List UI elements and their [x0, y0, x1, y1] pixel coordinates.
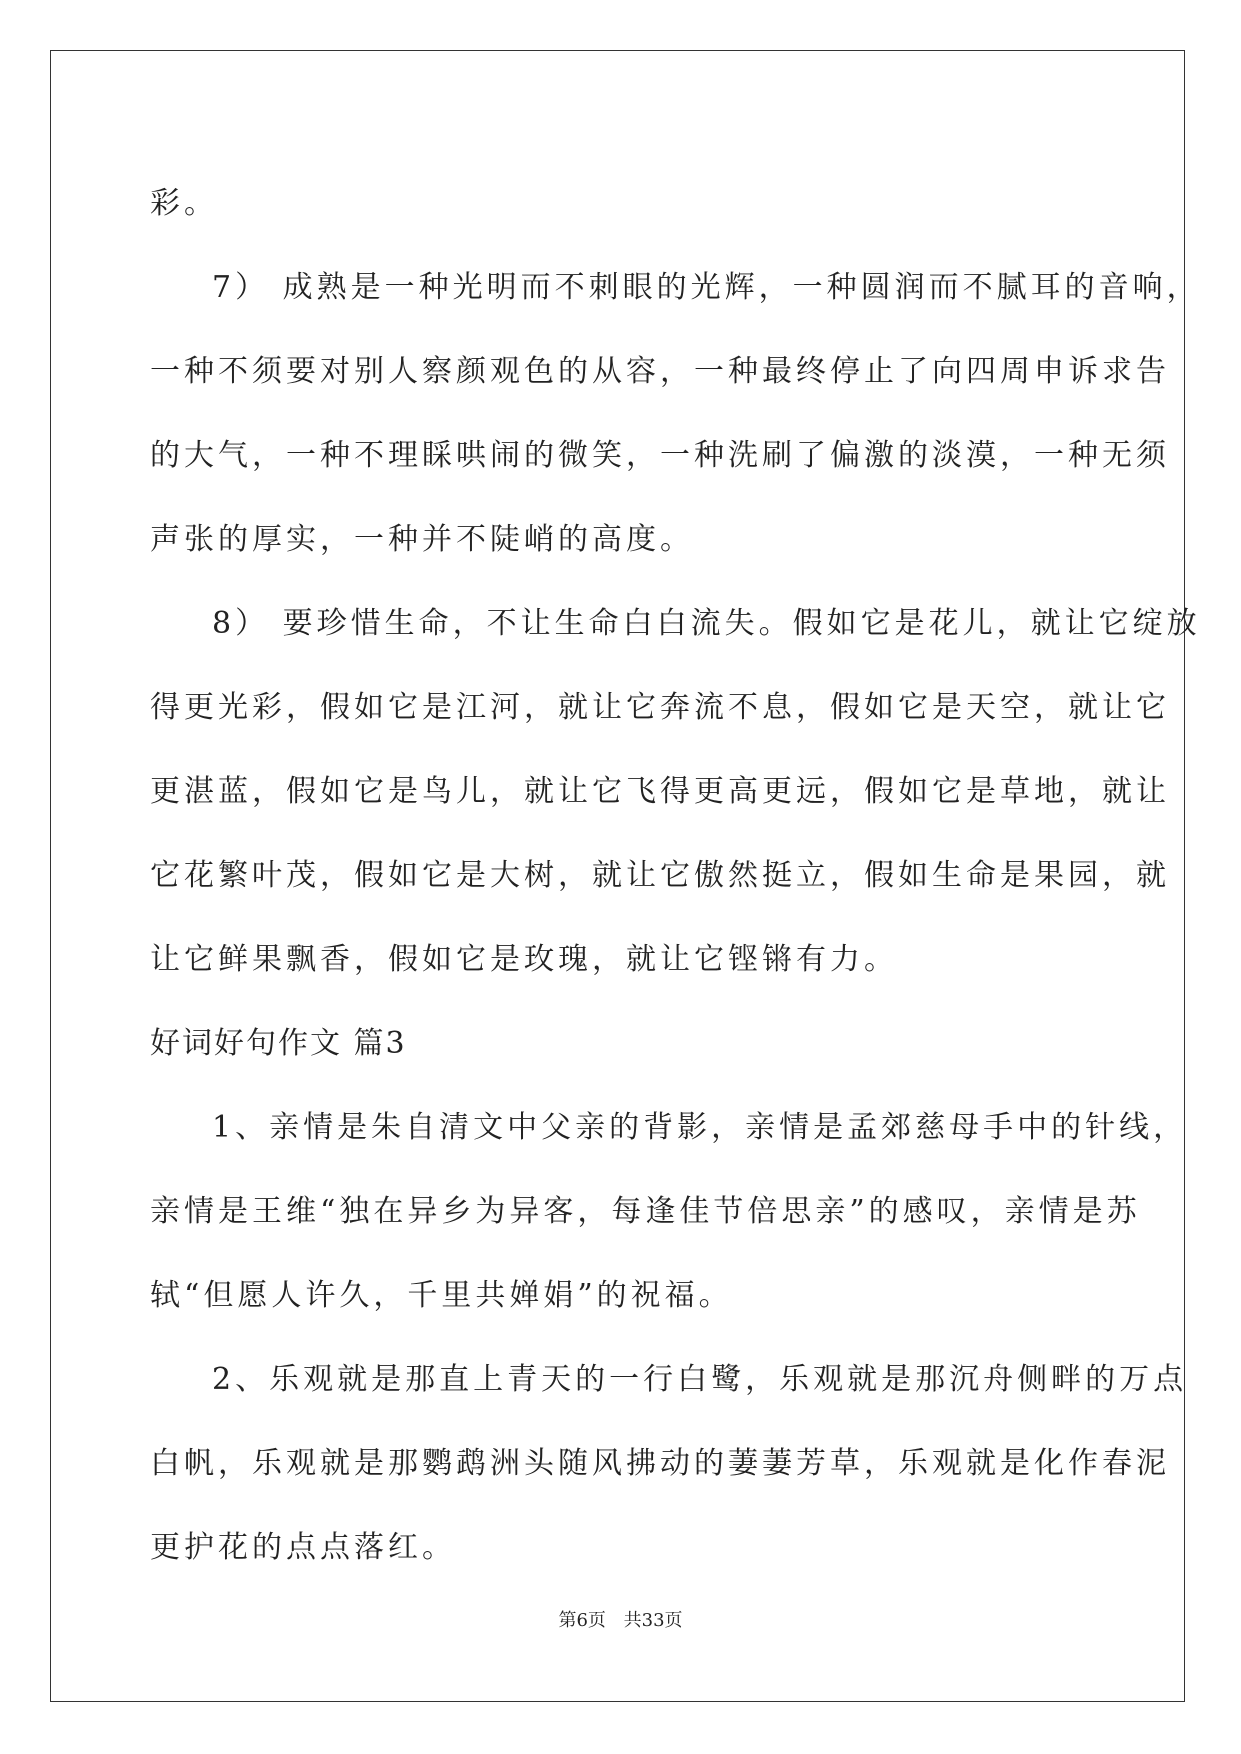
page-number: 第6页: [558, 1610, 606, 1631]
text-line: 1、亲情是朱自清文中父亲的背影，亲情是孟郊慈母手中的针线，: [212, 1110, 1188, 1145]
text-line: 让它鲜果飘香，假如它是玫瑰，就让它铿锵有力。: [150, 942, 898, 977]
page-footer: [0, 1606, 1241, 1632]
text-line: 它花繁叶茂，假如它是大树，就让它傲然挺立，假如生命是果园，就: [150, 858, 1170, 893]
text-line: 的大气，一种不理睬哄闹的微笑，一种洗刷了偏激的淡漠，一种无须: [150, 438, 1170, 473]
text-line: 更护花的点点落红。: [150, 1530, 456, 1565]
text-line: 轼“但愿人许久，千里共婵娟”的祝福。: [150, 1278, 733, 1313]
text-line: 声张的厚实，一种并不陡峭的高度。: [150, 522, 694, 557]
text-line: 更湛蓝，假如它是鸟儿，就让它飞得更高更远，假如它是草地，就让: [150, 774, 1170, 809]
text-line: 白帆，乐观就是那鹦鹉洲头随风拂动的萋萋芳草，乐观就是化作春泥: [150, 1446, 1170, 1481]
page-total: 共33页: [623, 1610, 683, 1631]
text-line: 7） 成熟是一种光明而不刺眼的光辉，一种圆润而不腻耳的音响，: [212, 270, 1201, 305]
text-line: 2、乐观就是那直上青天的一行白鹭，乐观就是那沉舟侧畔的万点: [212, 1362, 1188, 1397]
text-line: 得更光彩，假如它是江河，就让它奔流不息，假如它是天空，就让它: [150, 690, 1170, 725]
text-line: 8） 要珍惜生命，不让生命白白流失。假如它是花儿，就让它绽放: [212, 606, 1201, 641]
document-body: [150, 162, 1201, 1590]
text-line: 亲情是王维“独在异乡为异客，每逢佳节倍思亲”的感叹，亲情是苏: [150, 1194, 1141, 1229]
text-line: 一种不须要对别人察颜观色的从容，一种最终停止了向四周申诉求告: [150, 354, 1170, 389]
section-title: 好词好句作文 篇3: [150, 1026, 407, 1061]
text-line: 彩。: [150, 186, 218, 221]
